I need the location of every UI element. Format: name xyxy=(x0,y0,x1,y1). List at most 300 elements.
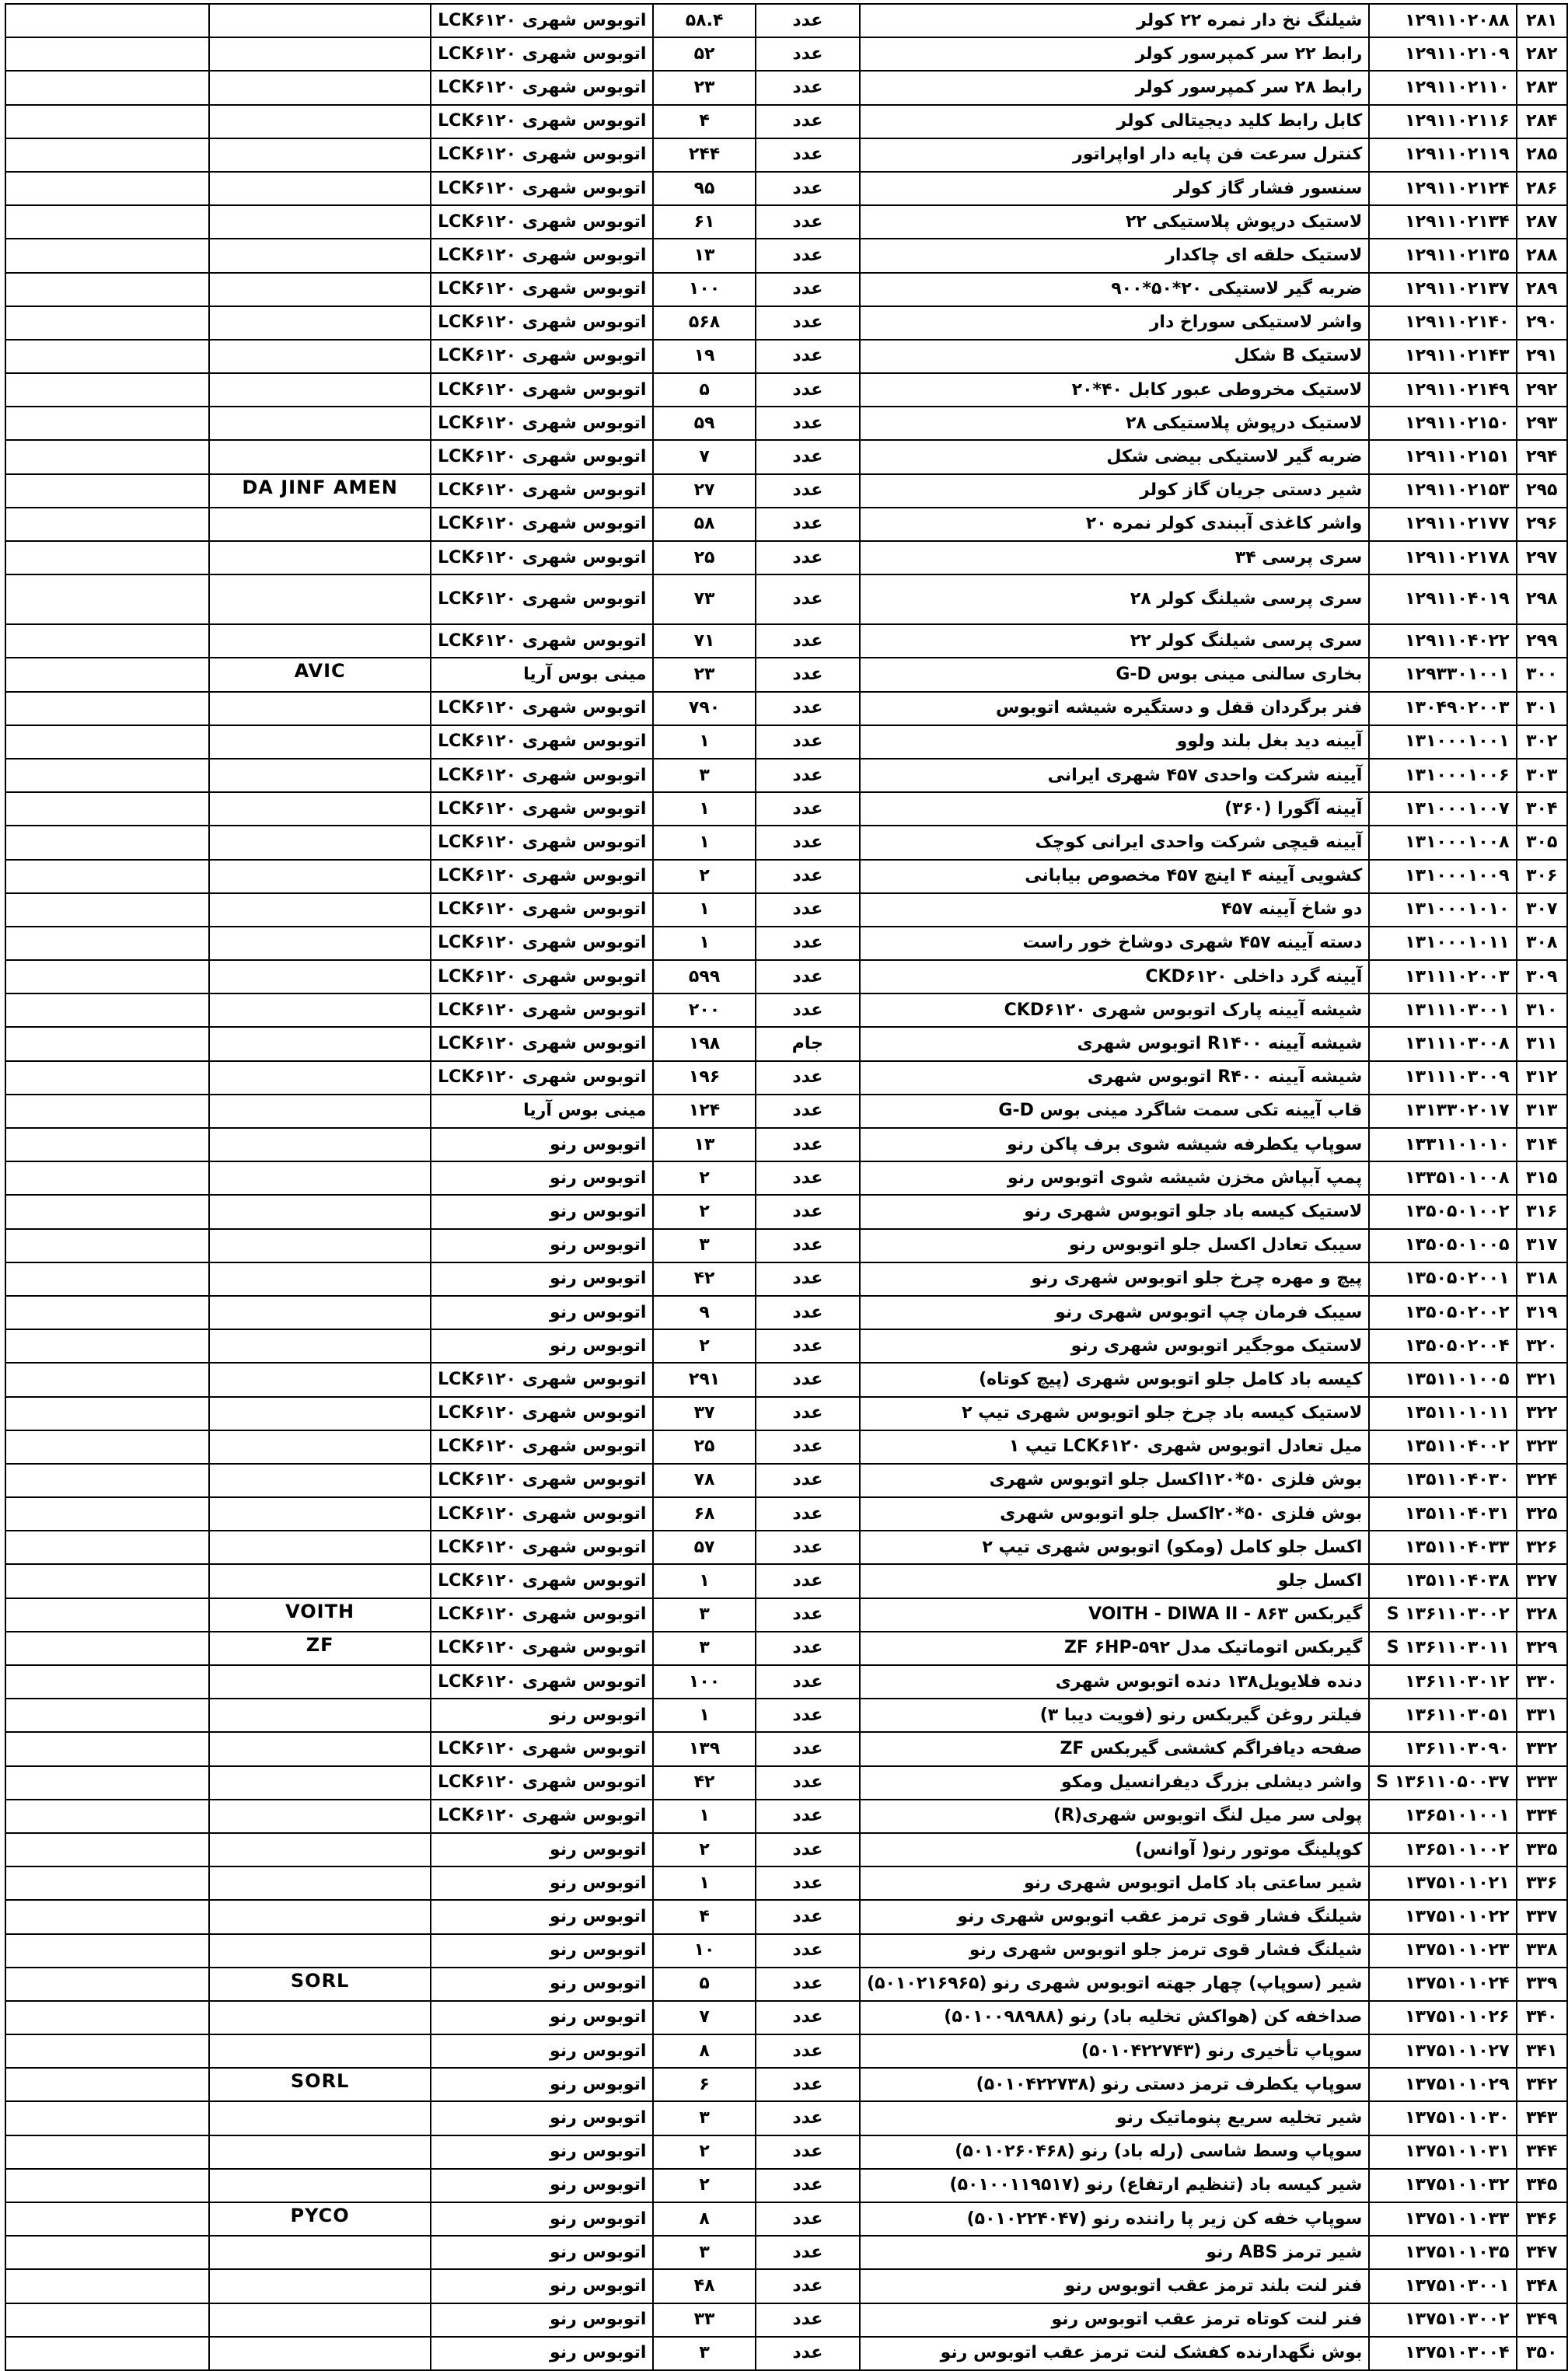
part-code-cell: ۱۲۹۱۱۰۲۱۱۶ xyxy=(1369,105,1516,138)
part-code-cell: ۱۳۱۰۰۰۱۰۱۱ xyxy=(1369,927,1516,960)
application-cell: اتوبوس رنو xyxy=(431,2202,653,2236)
part-description-cell: شیر ترمز ABS رنو xyxy=(860,2236,1369,2269)
part-code-cell: ۱۳۷۵۱۰۱۰۲۶ xyxy=(1369,2001,1516,2034)
brand-cell: VOITH xyxy=(209,1598,431,1632)
unit-cell: عدد xyxy=(756,759,860,792)
application-cell: اتوبوس شهری LCK۶۱۲۰ xyxy=(431,273,653,306)
quantity-cell: ۱۳ xyxy=(653,1128,755,1161)
row-number-cell: ۳۴۶ xyxy=(1517,2202,1567,2236)
part-description-cell: واشر کاغذی آببندی کولر نمره ۲۰ xyxy=(860,508,1369,541)
empty-cell xyxy=(5,2001,209,2034)
application-cell: اتوبوس شهری LCK۶۱۲۰ xyxy=(431,306,653,340)
brand-cell xyxy=(209,440,431,473)
part-code-cell: ۱۲۹۱۱۰۲۱۴۳ xyxy=(1369,340,1516,373)
quantity-cell: ۱۹۸ xyxy=(653,1027,755,1060)
empty-cell xyxy=(5,1027,209,1060)
brand-cell xyxy=(209,340,431,373)
empty-cell xyxy=(5,105,209,138)
application-cell: اتوبوس شهری LCK۶۱۲۰ xyxy=(431,1430,653,1464)
empty-cell xyxy=(5,2337,209,2370)
empty-cell xyxy=(5,71,209,104)
application-cell: اتوبوس رنو xyxy=(431,2269,653,2303)
part-code-cell: ۱۳۶۵۱۰۱۰۰۲ xyxy=(1369,1833,1516,1866)
brand-cell xyxy=(209,1531,431,1564)
part-code-cell: ۱۳۵۱۱۰۱۰۰۵ xyxy=(1369,1363,1516,1396)
application-cell: مینی بوس آریا xyxy=(431,1095,653,1128)
part-code-cell: ۱۲۹۱۱۰۲۱۵۰ xyxy=(1369,407,1516,440)
table-row xyxy=(5,860,1567,893)
quantity-cell: ۲۹۱ xyxy=(653,1363,755,1396)
empty-cell xyxy=(5,1632,209,1665)
application-cell: اتوبوس رنو xyxy=(431,1161,653,1195)
table-row xyxy=(5,1632,1567,1665)
row-number-cell: ۳۱۰ xyxy=(1517,993,1567,1027)
application-cell: اتوبوس شهری LCK۶۱۲۰ xyxy=(431,138,653,172)
part-code-cell: ۱۳۳۱۱۰۱۰۱۰ xyxy=(1369,1128,1516,1161)
part-code-cell: ۱۲۹۱۱۰۲۱۵۱ xyxy=(1369,440,1516,473)
part-description-cell: پیچ و مهره چرخ جلو اتوبوس شهری رنو xyxy=(860,1262,1369,1296)
part-code-cell: ۱۳۱۰۰۰۱۰۰۸ xyxy=(1369,826,1516,859)
quantity-cell: ۱ xyxy=(653,725,755,759)
unit-cell: عدد xyxy=(756,624,860,658)
empty-cell xyxy=(5,826,209,859)
brand-cell: AVIC xyxy=(209,658,431,691)
part-code-cell: ۱۳۶۵۱۰۱۰۰۱ xyxy=(1369,1800,1516,1833)
unit-cell: عدد xyxy=(756,960,860,993)
part-description-cell: فنر لنت بلند ترمز عقب اتوبوس رنو xyxy=(860,2269,1369,2303)
unit-cell: عدد xyxy=(756,1900,860,1933)
row-number-cell: ۳۲۴ xyxy=(1517,1464,1567,1497)
part-code-cell: ۱۳۶۱۱۰۵۰۰۳۷ S xyxy=(1369,1766,1516,1800)
quantity-cell: ۶۸ xyxy=(653,1497,755,1531)
brand-cell: PYCO xyxy=(209,2202,431,2236)
quantity-cell: ۵۶۸ xyxy=(653,306,755,340)
quantity-cell: ۳ xyxy=(653,1229,755,1262)
brand-cell xyxy=(209,2303,431,2337)
row-number-cell: ۳۰۶ xyxy=(1517,860,1567,893)
row-number-cell: ۳۱۵ xyxy=(1517,1161,1567,1195)
application-cell: اتوبوس شهری LCK۶۱۲۰ xyxy=(431,792,653,826)
quantity-cell: ۵۸ xyxy=(653,508,755,541)
table-row xyxy=(5,1934,1567,1968)
unit-cell: جام xyxy=(756,1027,860,1060)
empty-cell xyxy=(5,1430,209,1464)
part-description-cell: سوپاپ یکطرف ترمز دستی رنو (۵۰۱۰۴۲۲۷۳۸) xyxy=(860,2068,1369,2101)
quantity-cell: ۷ xyxy=(653,440,755,473)
application-cell: اتوبوس شهری LCK۶۱۲۰ xyxy=(431,1027,653,1060)
part-code-cell: ۱۳۷۵۱۰۱۰۲۲ xyxy=(1369,1900,1516,1933)
row-number-cell: ۳۲۵ xyxy=(1517,1497,1567,1531)
empty-cell xyxy=(5,860,209,893)
unit-cell: عدد xyxy=(756,172,860,205)
table-row xyxy=(5,172,1567,205)
part-code-cell: ۱۳۷۵۱۰۱۰۳۳ xyxy=(1369,2202,1516,2236)
table-row xyxy=(5,1866,1567,1900)
quantity-cell: ۵۹ xyxy=(653,407,755,440)
quantity-cell: ۴۸ xyxy=(653,2269,755,2303)
row-number-cell: ۳۴۲ xyxy=(1517,2068,1567,2101)
unit-cell: عدد xyxy=(756,1665,860,1699)
table-row xyxy=(5,692,1567,725)
brand-cell xyxy=(209,1766,431,1800)
brand-cell xyxy=(209,4,431,37)
part-description-cell: پمپ آبپاش مخزن شیشه شوی اتوبوس رنو xyxy=(860,1161,1369,1195)
empty-cell xyxy=(5,1564,209,1598)
part-code-cell: ۱۳۷۵۱۰۳۰۰۲ xyxy=(1369,2303,1516,2337)
brand-cell xyxy=(209,574,431,624)
row-number-cell: ۳۰۹ xyxy=(1517,960,1567,993)
unit-cell: عدد xyxy=(756,2001,860,2034)
table-row xyxy=(5,508,1567,541)
table-row xyxy=(5,2202,1567,2236)
table-row xyxy=(5,2135,1567,2169)
row-number-cell: ۲۹۹ xyxy=(1517,624,1567,658)
table-row xyxy=(5,1397,1567,1430)
application-cell: اتوبوس شهری LCK۶۱۲۰ xyxy=(431,37,653,71)
part-description-cell: دو شاخ آیینه ۴۵۷ xyxy=(860,893,1369,927)
row-number-cell: ۳۲۷ xyxy=(1517,1564,1567,1598)
part-code-cell: ۱۳۵۰۵۰۲۰۰۴ xyxy=(1369,1329,1516,1363)
application-cell: اتوبوس شهری LCK۶۱۲۰ xyxy=(431,474,653,508)
brand-cell xyxy=(209,1296,431,1329)
application-cell: اتوبوس شهری LCK۶۱۲۰ xyxy=(431,373,653,407)
brand-cell xyxy=(209,2236,431,2269)
brand-cell xyxy=(209,1833,431,1866)
part-code-cell: ۱۳۶۱۱۰۳۰۵۱ xyxy=(1369,1699,1516,1732)
row-number-cell: ۳۴۰ xyxy=(1517,2001,1567,2034)
unit-cell: عدد xyxy=(756,1866,860,1900)
part-description-cell: واشر دیشلی بزرگ دیفرانسیل ومکو xyxy=(860,1766,1369,1800)
quantity-cell: ۱ xyxy=(653,1699,755,1732)
table-row xyxy=(5,1497,1567,1531)
quantity-cell: ۲۴۴ xyxy=(653,138,755,172)
part-description-cell: لاستیک حلقه ای چاکدار xyxy=(860,239,1369,272)
quantity-cell: ۷۹۰ xyxy=(653,692,755,725)
quantity-cell: ۲۷ xyxy=(653,474,755,508)
part-description-cell: سوپاپ یکطرفه شیشه شوی برف پاکن رنو xyxy=(860,1128,1369,1161)
quantity-cell: ۲۳ xyxy=(653,658,755,691)
empty-cell xyxy=(5,1833,209,1866)
part-code-cell: ۱۳۵۱۱۰۱۰۱۱ xyxy=(1369,1397,1516,1430)
part-description-cell: اکسل جلو کامل (ومکو) اتوبوس شهری تیپ ۲ xyxy=(860,1531,1369,1564)
brand-cell xyxy=(209,927,431,960)
unit-cell: عدد xyxy=(756,373,860,407)
brand-cell xyxy=(209,1934,431,1968)
table-row xyxy=(5,440,1567,473)
unit-cell: عدد xyxy=(756,1732,860,1765)
application-cell: اتوبوس رنو xyxy=(431,2169,653,2202)
brand-cell xyxy=(209,105,431,138)
application-cell: اتوبوس رنو xyxy=(431,1128,653,1161)
row-number-cell: ۳۰۱ xyxy=(1517,692,1567,725)
brand-cell: SORL xyxy=(209,2068,431,2101)
table-row xyxy=(5,1833,1567,1866)
part-description-cell: شیشه آیینه پارک اتوبوس شهری CKD۶۱۲۰ xyxy=(860,993,1369,1027)
part-code-cell: ۱۳۵۱۱۰۴۰۳۳ xyxy=(1369,1531,1516,1564)
part-description-cell: فیلتر روغن گیربکس رنو (فویت دیبا ۳) xyxy=(860,1699,1369,1732)
part-code-cell: ۱۲۹۱۱۰۲۱۲۴ xyxy=(1369,172,1516,205)
part-description-cell: شیلنگ فشار قوی ترمز جلو اتوبوس شهری رنو xyxy=(860,1934,1369,1968)
brand-cell xyxy=(209,172,431,205)
part-description-cell: اکسل جلو xyxy=(860,1564,1369,1598)
part-code-cell: ۱۳۰۴۹۰۲۰۰۳ xyxy=(1369,692,1516,725)
row-number-cell: ۳۰۲ xyxy=(1517,725,1567,759)
part-code-cell: ۱۳۵۰۵۰۲۰۰۲ xyxy=(1369,1296,1516,1329)
quantity-cell: ۱۰۰ xyxy=(653,1665,755,1699)
part-code-cell: ۱۳۱۳۳۰۲۰۱۷ xyxy=(1369,1095,1516,1128)
brand-cell xyxy=(209,1262,431,1296)
quantity-cell: ۲۳ xyxy=(653,71,755,104)
row-number-cell: ۲۸۵ xyxy=(1517,138,1567,172)
row-number-cell: ۳۳۱ xyxy=(1517,1699,1567,1732)
quantity-cell: ۷۸ xyxy=(653,1464,755,1497)
application-cell: اتوبوس رنو xyxy=(431,2337,653,2370)
table-row xyxy=(5,1531,1567,1564)
part-description-cell: سنسور فشار گاز کولر xyxy=(860,172,1369,205)
part-code-cell: ۱۳۱۱۱۰۲۰۰۳ xyxy=(1369,960,1516,993)
row-number-cell: ۳۰۰ xyxy=(1517,658,1567,691)
unit-cell: عدد xyxy=(756,1968,860,2001)
application-cell: اتوبوس شهری LCK۶۱۲۰ xyxy=(431,1598,653,1632)
brand-cell: ZF xyxy=(209,1632,431,1665)
application-cell: اتوبوس شهری LCK۶۱۲۰ xyxy=(431,1363,653,1396)
part-code-cell: ۱۳۷۵۱۰۱۰۲۹ xyxy=(1369,2068,1516,2101)
application-cell: اتوبوس شهری LCK۶۱۲۰ xyxy=(431,440,653,473)
empty-cell xyxy=(5,1262,209,1296)
table-row xyxy=(5,1430,1567,1464)
empty-cell xyxy=(5,37,209,71)
table-row xyxy=(5,759,1567,792)
row-number-cell: ۳۳۴ xyxy=(1517,1800,1567,1833)
brand-cell xyxy=(209,1027,431,1060)
application-cell: اتوبوس شهری LCK۶۱۲۰ xyxy=(431,860,653,893)
part-code-cell: ۱۲۹۱۱۰۲۱۷۷ xyxy=(1369,508,1516,541)
application-cell: اتوبوس رنو xyxy=(431,2034,653,2068)
quantity-cell: ۲۵ xyxy=(653,541,755,574)
application-cell: اتوبوس رنو xyxy=(431,2068,653,2101)
application-cell: اتوبوس شهری LCK۶۱۲۰ xyxy=(431,725,653,759)
quantity-cell: ۱ xyxy=(653,1800,755,1833)
application-cell: اتوبوس شهری LCK۶۱۲۰ xyxy=(431,239,653,272)
empty-cell xyxy=(5,2236,209,2269)
empty-cell xyxy=(5,1866,209,1900)
empty-cell xyxy=(5,1161,209,1195)
part-code-cell: ۱۳۷۵۱۰۱۰۲۱ xyxy=(1369,1866,1516,1900)
part-code-cell: ۱۳۵۱۱۰۴۰۰۲ xyxy=(1369,1430,1516,1464)
part-description-cell: شیشه آیینه R۱۴۰۰ اتوبوس شهری xyxy=(860,1027,1369,1060)
quantity-cell: ۳ xyxy=(653,1598,755,1632)
application-cell: اتوبوس شهری LCK۶۱۲۰ xyxy=(431,826,653,859)
table-row xyxy=(5,826,1567,859)
part-description-cell: بوش فلزی ۵۰*۱۲۰اکسل جلو اتوبوس شهری xyxy=(860,1464,1369,1497)
part-description-cell: لاستیک موجگیر اتوبوس شهری رنو xyxy=(860,1329,1369,1363)
quantity-cell: ۱ xyxy=(653,927,755,960)
row-number-cell: ۲۹۳ xyxy=(1517,407,1567,440)
part-description-cell: لاستیک درپوش پلاستیکی ۲۲ xyxy=(860,205,1369,239)
part-description-cell: شیشه آیینه R۴۰۰ اتوبوس شهری xyxy=(860,1061,1369,1095)
part-code-cell: ۱۳۱۰۰۰۱۰۰۷ xyxy=(1369,792,1516,826)
application-cell: اتوبوس شهری LCK۶۱۲۰ xyxy=(431,1531,653,1564)
empty-cell xyxy=(5,1699,209,1732)
unit-cell: عدد xyxy=(756,2303,860,2337)
table-row xyxy=(5,624,1567,658)
application-cell: اتوبوس شهری LCK۶۱۲۰ xyxy=(431,1464,653,1497)
application-cell: اتوبوس شهری LCK۶۱۲۰ xyxy=(431,1497,653,1531)
application-cell: اتوبوس شهری LCK۶۱۲۰ xyxy=(431,508,653,541)
unit-cell: عدد xyxy=(756,2337,860,2370)
row-number-cell: ۲۸۹ xyxy=(1517,273,1567,306)
row-number-cell: ۳۱۳ xyxy=(1517,1095,1567,1128)
application-cell: اتوبوس رنو xyxy=(431,1329,653,1363)
quantity-cell: ۵ xyxy=(653,373,755,407)
row-number-cell: ۲۹۲ xyxy=(1517,373,1567,407)
part-description-cell: صداخفه کن (هواکش تخلیه باد) رنو (۵۰۱۰۰۹۸۹۸۸) xyxy=(860,2001,1369,2034)
part-description-cell: لاستیک درپوش پلاستیکی ۲۸ xyxy=(860,407,1369,440)
part-code-cell: ۱۲۹۱۱۰۴۰۱۹ xyxy=(1369,574,1516,624)
parts-table-body xyxy=(5,4,1567,2370)
brand-cell xyxy=(209,1564,431,1598)
unit-cell: عدد xyxy=(756,1766,860,1800)
table-row xyxy=(5,2169,1567,2202)
part-description-cell: شیر کیسه باد (تنظیم ارتفاع) رنو (۵۰۱۰۰۱۱۹۵۱۷) xyxy=(860,2169,1369,2202)
empty-cell xyxy=(5,1732,209,1765)
unit-cell: عدد xyxy=(756,1296,860,1329)
brand-cell: DA JINF AMEN xyxy=(209,474,431,508)
row-number-cell: ۳۴۴ xyxy=(1517,2135,1567,2169)
brand-cell xyxy=(209,138,431,172)
unit-cell: عدد xyxy=(756,1363,860,1396)
brand-cell: SORL xyxy=(209,1968,431,2001)
brand-cell xyxy=(209,1464,431,1497)
application-cell: اتوبوس شهری LCK۶۱۲۰ xyxy=(431,1061,653,1095)
unit-cell: عدد xyxy=(756,508,860,541)
table-row xyxy=(5,407,1567,440)
row-number-cell: ۳۳۰ xyxy=(1517,1665,1567,1699)
row-number-cell: ۳۲۰ xyxy=(1517,1329,1567,1363)
table-row xyxy=(5,1095,1567,1128)
application-cell: اتوبوس شهری LCK۶۱۲۰ xyxy=(431,692,653,725)
row-number-cell: ۳۴۵ xyxy=(1517,2169,1567,2202)
row-number-cell: ۳۰۸ xyxy=(1517,927,1567,960)
application-cell: اتوبوس شهری LCK۶۱۲۰ xyxy=(431,574,653,624)
part-description-cell: شیلنگ فشار قوی ترمز عقب اتوبوس شهری رنو xyxy=(860,1900,1369,1933)
application-cell: اتوبوس شهری LCK۶۱۲۰ xyxy=(431,4,653,37)
unit-cell: عدد xyxy=(756,541,860,574)
part-code-cell: ۱۳۵۰۵۰۲۰۰۱ xyxy=(1369,1262,1516,1296)
row-number-cell: ۲۸۴ xyxy=(1517,105,1567,138)
table-row xyxy=(5,574,1567,624)
application-cell: اتوبوس شهری LCK۶۱۲۰ xyxy=(431,1766,653,1800)
table-row xyxy=(5,2303,1567,2337)
application-cell: اتوبوس رنو xyxy=(431,1934,653,1968)
part-description-cell: کابل رابط کلید دیجیتالی کولر xyxy=(860,105,1369,138)
unit-cell: عدد xyxy=(756,407,860,440)
application-cell: اتوبوس شهری LCK۶۱۲۰ xyxy=(431,1397,653,1430)
row-number-cell: ۳۲۱ xyxy=(1517,1363,1567,1396)
brand-cell xyxy=(209,826,431,859)
empty-cell xyxy=(5,2202,209,2236)
empty-cell xyxy=(5,4,209,37)
quantity-cell: ۶۱ xyxy=(653,205,755,239)
part-description-cell: کنترل سرعت فن پایه دار اواپراتور xyxy=(860,138,1369,172)
table-row xyxy=(5,725,1567,759)
table-row xyxy=(5,2269,1567,2303)
table-row xyxy=(5,1732,1567,1765)
brand-cell xyxy=(209,1161,431,1195)
part-code-cell: ۱۳۱۱۱۰۳۰۰۸ xyxy=(1369,1027,1516,1060)
part-description-cell: گیربکس اتوماتیک مدل ۵۹۲-ZF ۶HP xyxy=(860,1632,1369,1665)
application-cell: اتوبوس شهری LCK۶۱۲۰ xyxy=(431,205,653,239)
unit-cell: عدد xyxy=(756,239,860,272)
part-code-cell: ۱۲۹۱۱۰۲۱۳۴ xyxy=(1369,205,1516,239)
quantity-cell: ۴۲ xyxy=(653,1766,755,1800)
quantity-cell: ۱ xyxy=(653,1564,755,1598)
part-code-cell: ۱۳۱۰۰۰۱۰۱۰ xyxy=(1369,893,1516,927)
unit-cell: عدد xyxy=(756,927,860,960)
empty-cell xyxy=(5,2135,209,2169)
quantity-cell: ۸ xyxy=(653,2202,755,2236)
application-cell: اتوبوس شهری LCK۶۱۲۰ xyxy=(431,759,653,792)
application-cell: اتوبوس شهری LCK۶۱۲۰ xyxy=(431,1800,653,1833)
quantity-cell: ۸ xyxy=(653,2034,755,2068)
row-number-cell: ۲۸۸ xyxy=(1517,239,1567,272)
quantity-cell: ۳۳ xyxy=(653,2303,755,2337)
unit-cell: عدد xyxy=(756,1699,860,1732)
table-row xyxy=(5,893,1567,927)
part-description-cell: سیبک فرمان چپ اتوبوس شهری رنو xyxy=(860,1296,1369,1329)
empty-cell xyxy=(5,1934,209,1968)
part-description-cell: فنر لنت کوتاه ترمز عقب اتوبوس رنو xyxy=(860,2303,1369,2337)
brand-cell xyxy=(209,1061,431,1095)
empty-cell xyxy=(5,1195,209,1228)
table-row xyxy=(5,474,1567,508)
empty-cell xyxy=(5,2068,209,2101)
row-number-cell: ۳۴۹ xyxy=(1517,2303,1567,2337)
row-number-cell: ۳۲۳ xyxy=(1517,1430,1567,1464)
application-cell: اتوبوس شهری LCK۶۱۲۰ xyxy=(431,927,653,960)
row-number-cell: ۲۸۳ xyxy=(1517,71,1567,104)
part-code-cell: ۱۳۵۱۱۰۴۰۳۸ xyxy=(1369,1564,1516,1598)
unit-cell: عدد xyxy=(756,1229,860,1262)
empty-cell xyxy=(5,273,209,306)
table-row xyxy=(5,960,1567,993)
quantity-cell: ۷ xyxy=(653,2001,755,2034)
unit-cell: عدد xyxy=(756,1329,860,1363)
unit-cell: عدد xyxy=(756,37,860,71)
empty-cell xyxy=(5,1968,209,2001)
quantity-cell: ۷۳ xyxy=(653,574,755,624)
part-description-cell: بخاری سالنی مینی بوس G-D xyxy=(860,658,1369,691)
part-description-cell: سری پرسی شیلنگ کولر ۲۸ xyxy=(860,574,1369,624)
part-description-cell: آیینه قیچی شرکت واحدی ایرانی کوچک xyxy=(860,826,1369,859)
quantity-cell: ۵۲ xyxy=(653,37,755,71)
application-cell: اتوبوس رنو xyxy=(431,1699,653,1732)
empty-cell xyxy=(5,1531,209,1564)
brand-cell xyxy=(209,759,431,792)
unit-cell: عدد xyxy=(756,273,860,306)
part-code-cell: ۱۳۷۵۱۰۱۰۲۴ xyxy=(1369,1968,1516,2001)
part-code-cell: ۱۳۷۵۱۰۱۰۳۰ xyxy=(1369,2101,1516,2135)
part-description-cell: سوپاپ خفه کن زیر پا راننده رنو (۵۰۱۰۲۲۴۰۴۷) xyxy=(860,2202,1369,2236)
part-code-cell: ۱۳۷۵۱۰۳۰۰۴ xyxy=(1369,2337,1516,2370)
part-code-cell: ۱۲۹۱۱۰۲۱۳۷ xyxy=(1369,273,1516,306)
part-description-cell: فنر برگردان قفل و دستگیره شیشه اتوبوس xyxy=(860,692,1369,725)
table-row xyxy=(5,4,1567,37)
part-code-cell: ۱۲۹۱۱۰۲۱۱۹ xyxy=(1369,138,1516,172)
application-cell: اتوبوس شهری LCK۶۱۲۰ xyxy=(431,893,653,927)
table-row xyxy=(5,340,1567,373)
table-row xyxy=(5,138,1567,172)
